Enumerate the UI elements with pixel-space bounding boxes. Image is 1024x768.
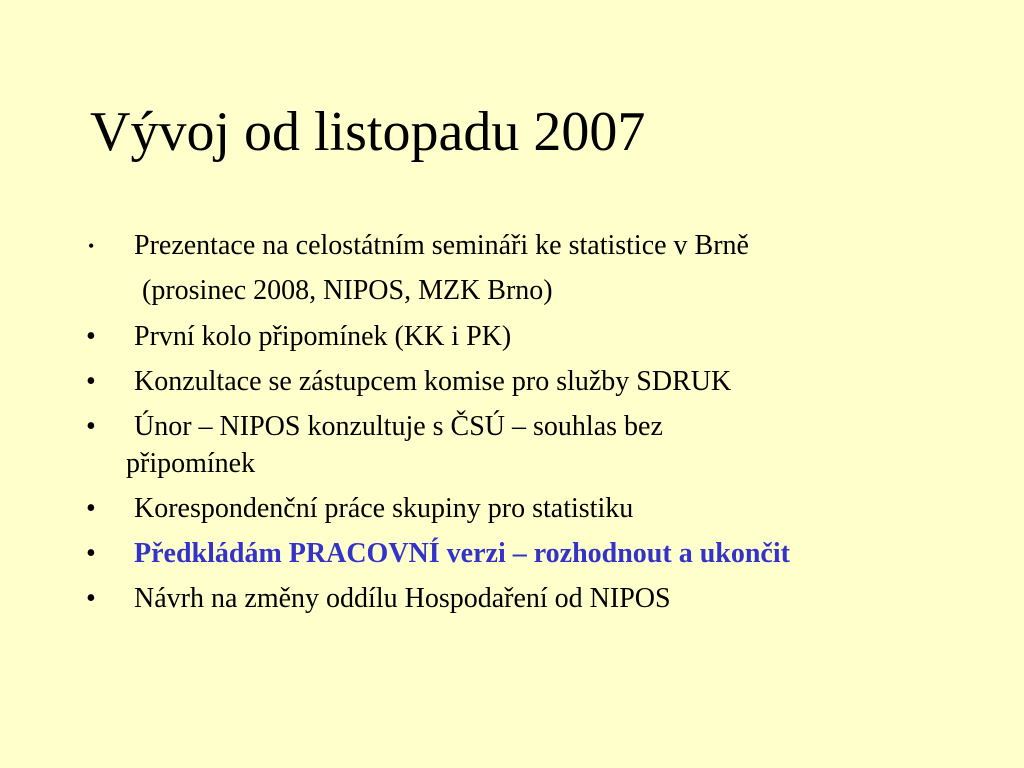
- list-item-text: Konzultace se zástupcem komise pro služby SDRUK: [134, 366, 732, 397]
- bullet-icon: •: [86, 366, 96, 397]
- list-item-text: Únor – NIPOS konzultuje s ČSÚ – souhlas bez: [134, 411, 663, 442]
- list-item-continuation: připomínek: [126, 448, 256, 479]
- slide-title: Vývoj od listopadu 2007: [90, 101, 646, 163]
- list-item-text: Prezentace na celostátním semináři ke statistice v Brně: [134, 230, 749, 261]
- bullet-icon: •: [88, 236, 95, 256]
- bullet-icon: •: [86, 321, 96, 352]
- bullet-icon: •: [86, 583, 96, 614]
- list-item-text: Korespondenční práce skupiny pro statistiku: [134, 493, 634, 524]
- bullet-icon: •: [86, 493, 96, 524]
- bullet-icon: •: [86, 411, 96, 442]
- list-item-text-highlighted: Předkládám PRACOVNÍ verzi – rozhodnout a ukončit: [134, 538, 790, 569]
- bullet-icon: •: [86, 538, 96, 569]
- list-item-text: Návrh na změny oddílu Hospodaření od NIPOS: [134, 583, 671, 614]
- list-item-continuation: (prosinec 2008, NIPOS, MZK Brno): [142, 275, 553, 306]
- list-item-text: První kolo připomínek (KK i PK): [134, 321, 512, 352]
